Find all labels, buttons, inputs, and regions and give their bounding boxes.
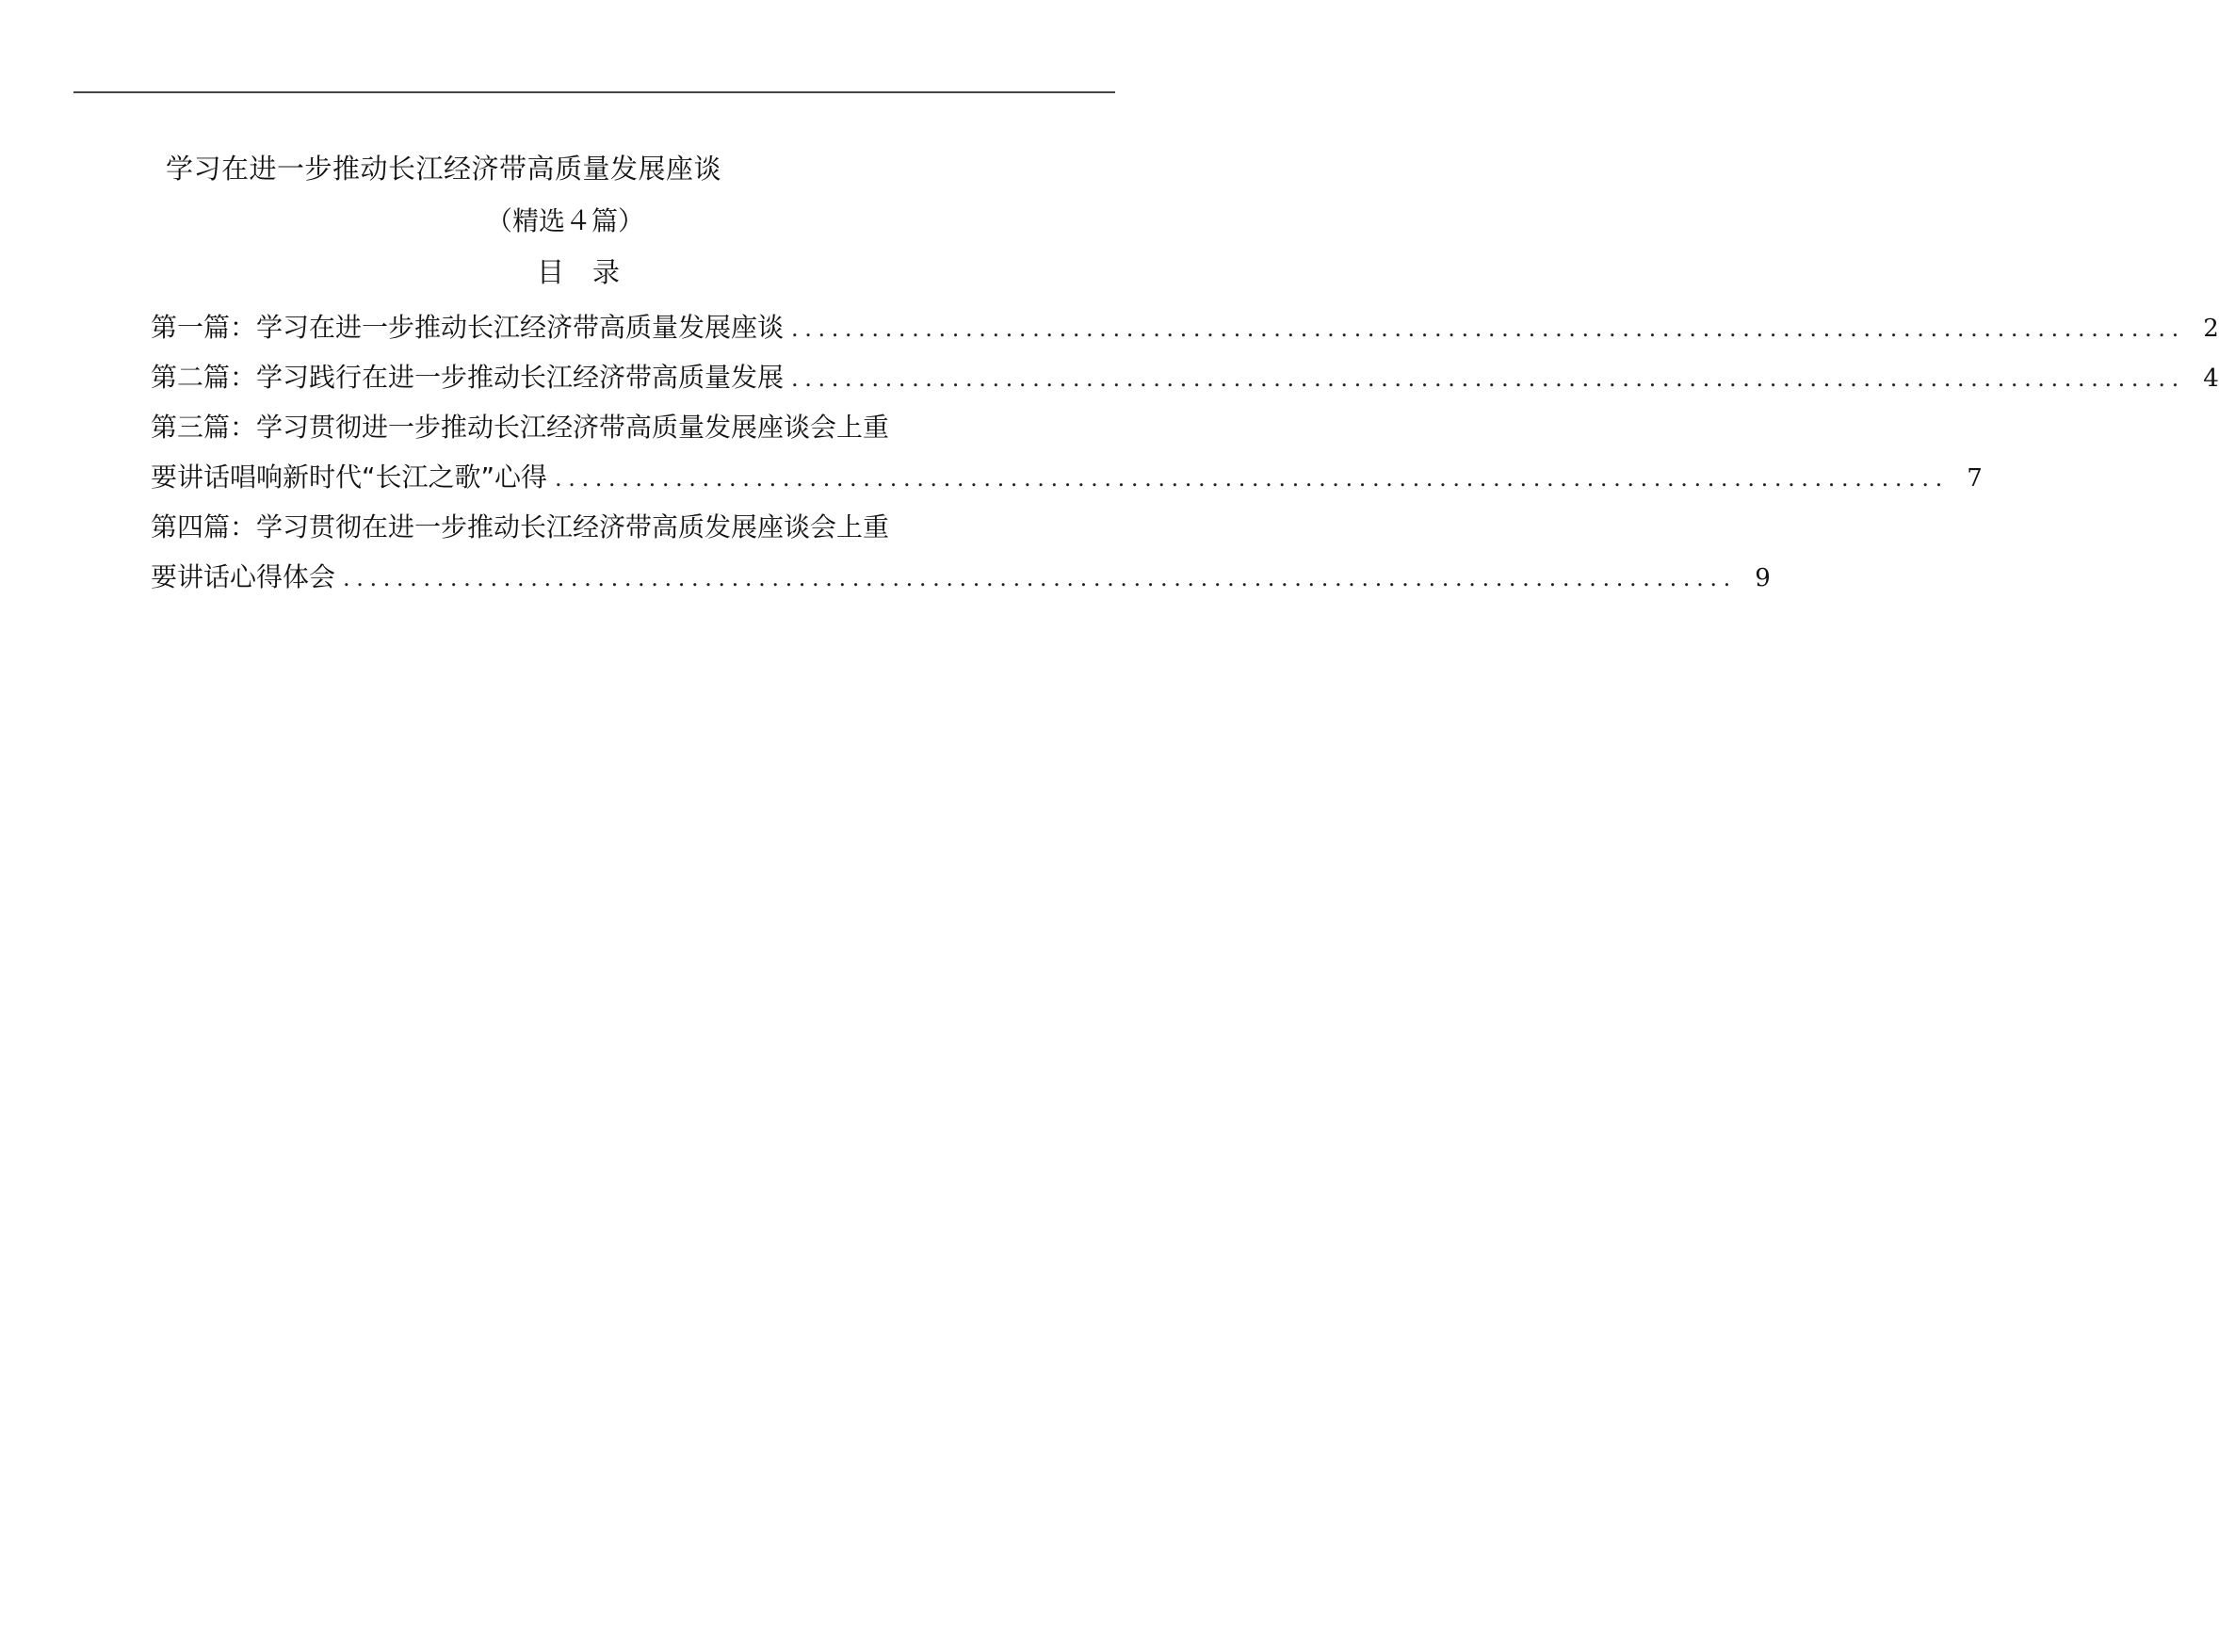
table-of-contents (151, 309, 2219, 608)
header-rule (73, 91, 1115, 93)
toc-entry-2-title: 第二篇：学习践行在进一步推动长江经济带高质量发展 (151, 362, 785, 393)
toc-entry-3-line-2[interactable] (151, 459, 1983, 509)
toc-entry-2[interactable] (151, 359, 2219, 409)
toc-entry-2-page: 4 (2203, 364, 2219, 393)
document-title: 学习在进一步推动长江经济带高质量发展座谈 (166, 153, 722, 185)
toc-entry-4-page: 9 (1755, 564, 1771, 592)
toc-entry-4-line-1[interactable] (151, 509, 1037, 559)
toc-entry-3-title-part-1: 第三篇：学习贯彻进一步推动长江经济带高质量发展座谈会上重 (151, 412, 890, 443)
toc-entry-3-line-1[interactable] (151, 409, 1037, 459)
toc-entry-1[interactable] (151, 309, 2219, 359)
toc-entry-1-title: 第一篇：学习在进一步推动长江经济带高质量发展座谈 (151, 312, 785, 343)
toc-heading: 目录 (536, 256, 648, 288)
toc-leader-dots: ........................................................................................................ (791, 316, 2185, 342)
toc-entry-3-page: 7 (1967, 464, 1983, 493)
toc-entry-3-title-part-2: 要讲话唱响新时代“长江之歌”心得 (151, 462, 548, 493)
toc-entry-1-page: 2 (2203, 315, 2219, 343)
toc-entry-4-line-2[interactable] (151, 559, 1771, 608)
document-subtitle: （精选４篇） (485, 205, 644, 236)
toc-leader-dots: ........................................................................................................ (555, 465, 1949, 492)
toc-leader-dots: ........................................................................................................ (343, 565, 1737, 591)
toc-entry-4-title-part-2: 要讲话心得体会 (151, 561, 336, 592)
toc-leader-dots: ........................................................................................................ (791, 365, 2185, 392)
toc-entry-4-title-part-1: 第四篇：学习贯彻在进一步推动长江经济带高质发展座谈会上重 (151, 511, 890, 543)
